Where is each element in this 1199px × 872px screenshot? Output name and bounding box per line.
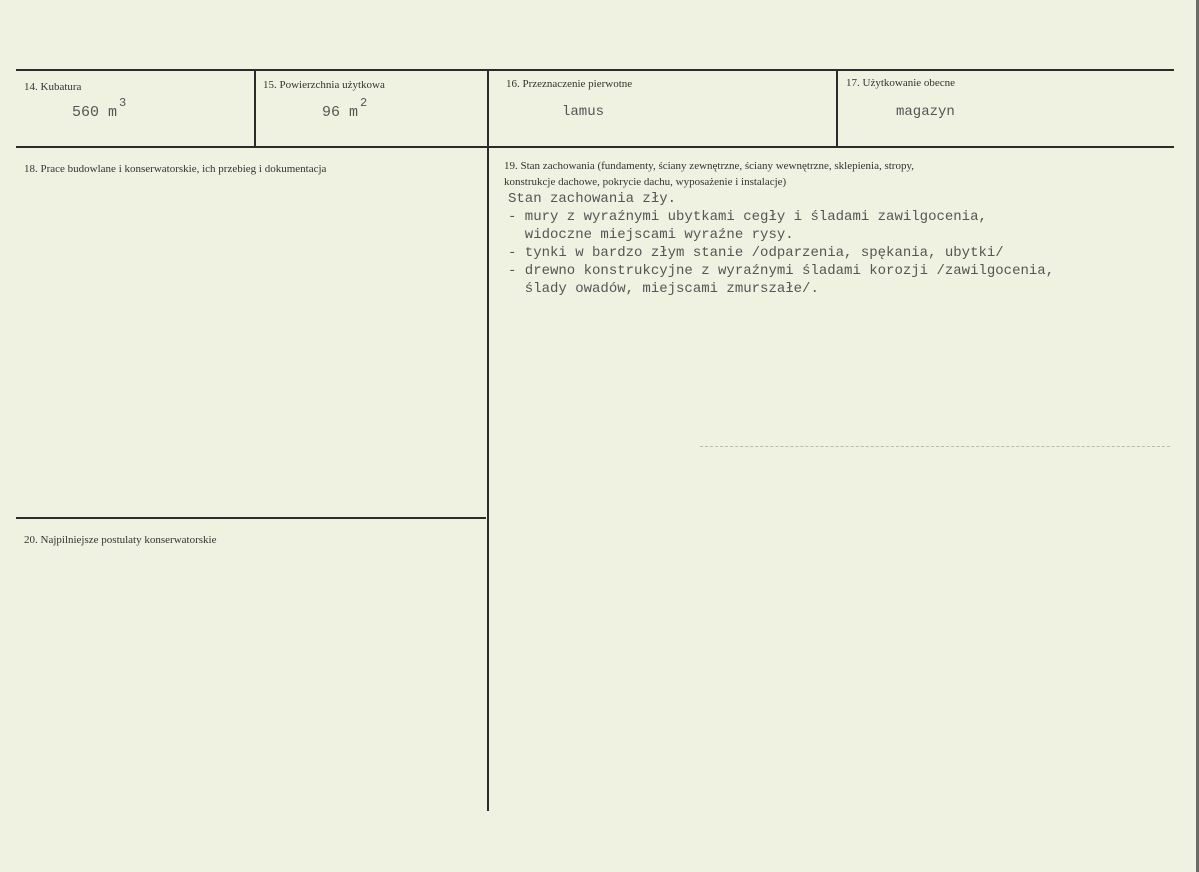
faint-dashed-rule bbox=[700, 446, 1170, 448]
field-19-label-line1: 19. Stan zachowania (fundamenty, ściany zewnętrzne, ściany wewnętrzne, sklepienia, stropy, bbox=[504, 160, 915, 172]
area-value: 96 m bbox=[322, 104, 359, 121]
condition-line: - drewno konstrukcyjne z wyraźnymi śladami korozji /zawilgocenia, bbox=[508, 263, 1055, 279]
left-section-divider bbox=[16, 517, 486, 519]
condition-line: ślady owadów, miejscami zmurszałe/. bbox=[508, 281, 819, 297]
field-15-value bbox=[322, 96, 368, 121]
divider-14-15 bbox=[254, 69, 256, 148]
area-unit-superscript: 2 bbox=[360, 96, 368, 110]
field-17-label: 17. Użytkowanie obecne bbox=[846, 77, 956, 89]
field-14-value bbox=[72, 96, 127, 121]
field-14-label: 14. Kubatura bbox=[24, 81, 82, 93]
field-17-value: magazyn bbox=[896, 104, 955, 120]
field-16-label: 16. Przeznaczenie pierwotne bbox=[506, 78, 633, 90]
field-15-label: 15. Powierzchnia użytkowa bbox=[263, 79, 385, 91]
divider-16-17 bbox=[836, 69, 838, 148]
condition-line: Stan zachowania zły. bbox=[508, 191, 677, 207]
condition-description bbox=[508, 190, 1054, 298]
volume-value: 560 m bbox=[72, 104, 118, 121]
condition-line: - mury z wyraźnymi ubytkami cegły i śladami zawilgocenia, bbox=[508, 209, 987, 225]
volume-unit-superscript: 3 bbox=[119, 96, 127, 110]
top-rule bbox=[16, 69, 1174, 71]
field-18-label: 18. Prace budowlane i konserwatorskie, ich przebieg i dokumentacja bbox=[24, 163, 327, 175]
condition-line: - tynki w bardzo złym stanie /odparzenia, spękania, ubytki/ bbox=[508, 245, 1004, 261]
field-16-value: lamus bbox=[562, 104, 605, 120]
header-bottom-rule bbox=[16, 146, 1174, 148]
condition-line: widoczne miejscami wyraźne rysy. bbox=[508, 227, 794, 243]
field-20-label: 20. Najpilniejsze postulaty konserwatorskie bbox=[24, 534, 217, 546]
main-column-divider bbox=[487, 69, 489, 811]
field-19-label-line2: konstrukcje dachowe, pokrycie dachu, wyposażenie i instalacje) bbox=[504, 176, 787, 188]
